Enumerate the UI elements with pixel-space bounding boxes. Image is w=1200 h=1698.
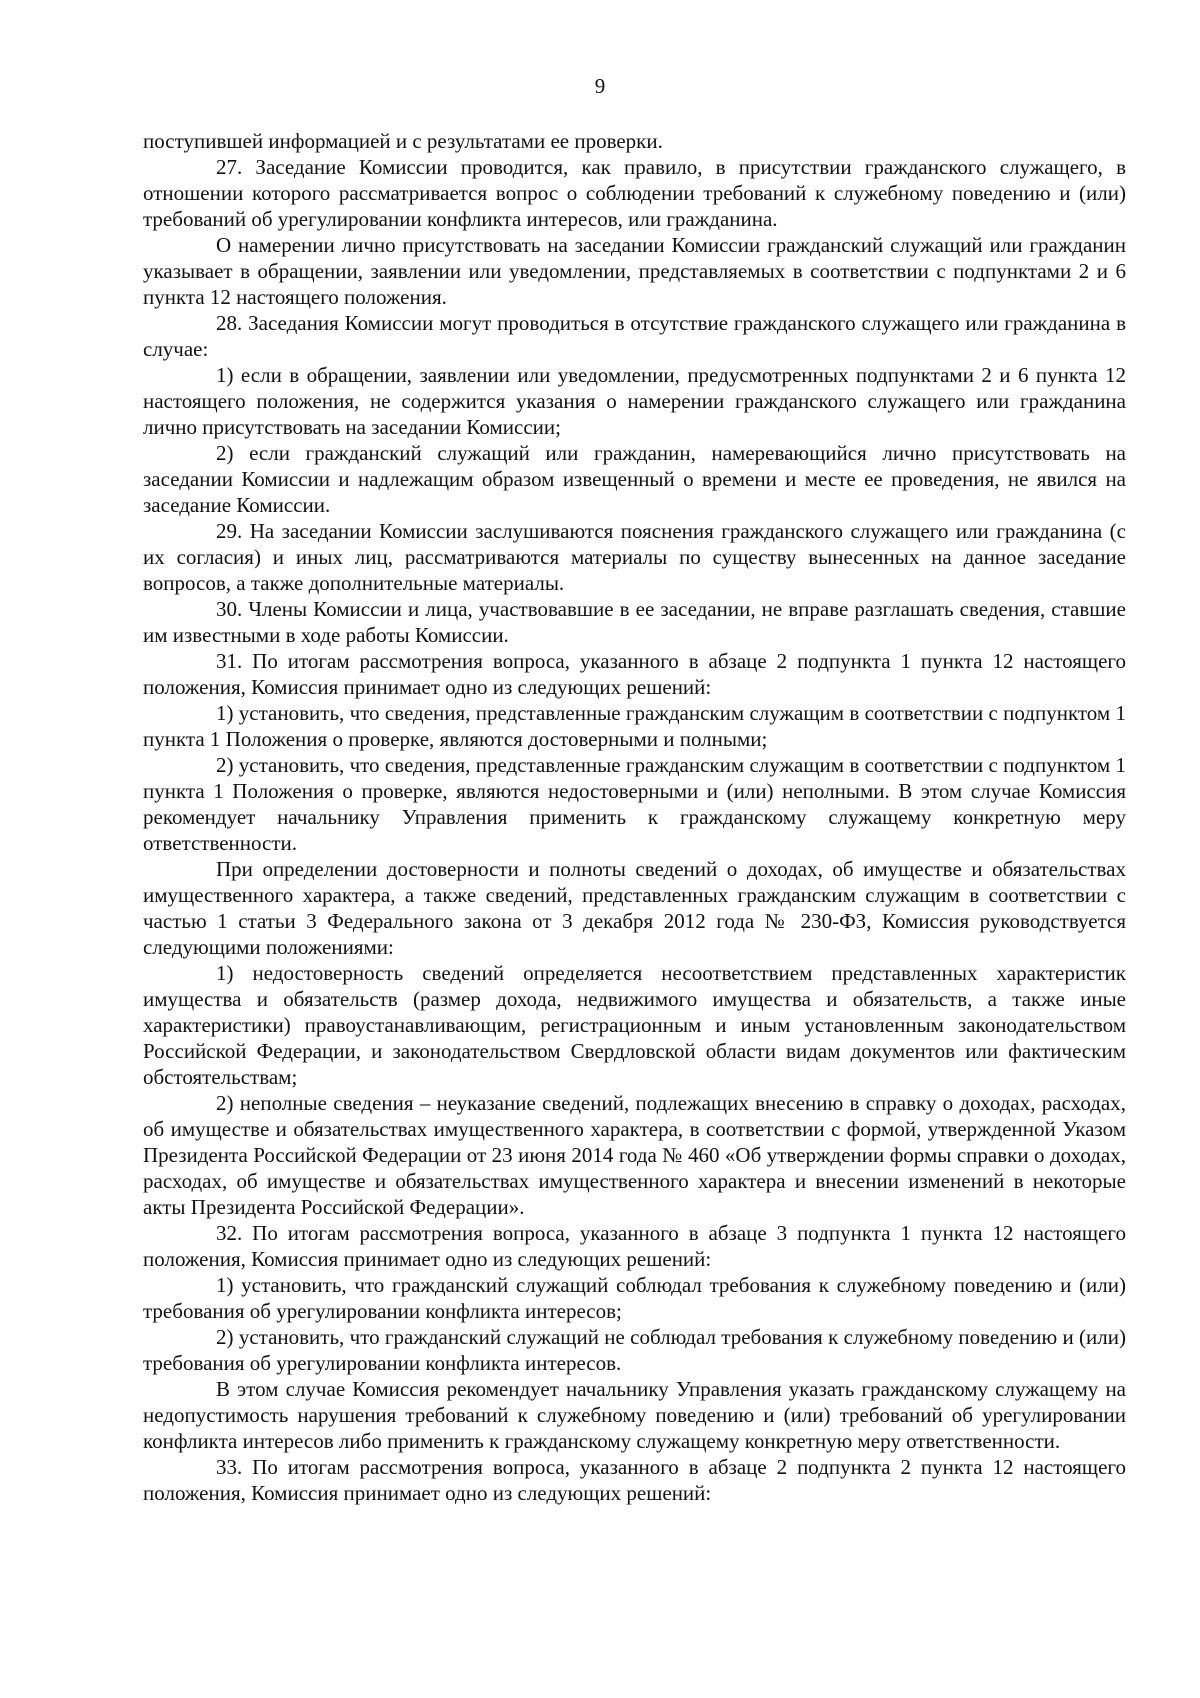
paragraph: 2) установить, что сведения, представленные гражданским служащим в соответствии с подпунктом 1 пункта 1 Положения о проверке, являются недостоверными и (или) неполными. В этом случае Комиссия рекомендует начальнику Управления применить к гражданскому служащему конкретную меру ответственности. [143, 753, 1126, 855]
document-body [143, 128, 1126, 1506]
paragraph: 2) если гражданский служащий или гражданин, намеревающийся лично присутствовать на заседании Комиссии и надлежащим образом извещенный о времени и месте ее проведения, не явился на заседание Комиссии. [143, 441, 1126, 517]
paragraph: 31. По итогам рассмотрения вопроса, указанного в абзаце 2 подпункта 1 пункта 12 настоящего положения, Комиссия принимает одно из следующих решений: [143, 649, 1126, 699]
paragraph: поступившей информацией и с результатами ее проверки. [143, 129, 663, 153]
paragraph: 1) установить, что сведения, представленные гражданским служащим в соответствии с подпунктом 1 пункта 1 Положения о проверке, являются достоверными и полными; [143, 701, 1126, 751]
paragraph: 1) установить, что гражданский служащий соблюдал требования к служебному поведению и (или) требования об урегулировании конфликта интересов; [143, 1273, 1126, 1323]
paragraph: О намерении лично присутствовать на заседании Комиссии гражданский служащий или гражданин указывает в обращении, заявлении или уведомлении, представляемых в соответствии с подпунктами 2 и 6 пункта 12 настоящего положения. [143, 233, 1126, 309]
paragraph: 1) недостоверность сведений определяется несоответствием представленных характеристик имущества и обязательств (размер дохода, недвижимого имущества и обязательств, а также иные характеристики) правоустанавливающим, регистрационным и иным установленным законодательством Российской Федерации, и законодательством Свердловской области видам документов или фактическим обстоятельствам; [143, 961, 1126, 1089]
paragraph: 33. По итогам рассмотрения вопроса, указанного в абзаце 2 подпункта 2 пункта 12 настоящего положения, Комиссия принимает одно из следующих решений: [143, 1455, 1126, 1505]
paragraph: 2) установить, что гражданский служащий не соблюдал требования к служебному поведению и (или) требования об урегулировании конфликта интересов. [143, 1325, 1126, 1375]
paragraph: 27. Заседание Комиссии проводится, как правило, в присутствии гражданского служащего, в отношении которого рассматривается вопрос о соблюдении требований к служебному поведению и (или) требований об урегулировании конфликта интересов, или гражданина. [143, 155, 1126, 231]
paragraph: 32. По итогам рассмотрения вопроса, указанного в абзаце 3 подпункта 1 пункта 12 настоящего положения, Комиссия принимает одно из следующих решений: [143, 1221, 1126, 1271]
paragraph: 28. Заседания Комиссии могут проводиться в отсутствие гражданского служащего или гражданина в случае: [143, 311, 1126, 361]
paragraph: 29. На заседании Комиссии заслушиваются пояснения гражданского служащего или гражданина (с их согласия) и иных лиц, рассматриваются материалы по существу вынесенных на данное заседание вопросов, а также дополнительные материалы. [143, 519, 1126, 595]
paragraph: 1) если в обращении, заявлении или уведомлении, предусмотренных подпунктами 2 и 6 пункта 12 настоящего положения, не содержится указания о намерении гражданского служащего или гражданина лично присутствовать на заседании Комиссии; [143, 363, 1126, 439]
paragraph: В этом случае Комиссия рекомендует начальнику Управления указать гражданскому служащему на недопустимость нарушения требований к служебному поведению и (или) требований об урегулировании конфликта интересов либо применить к гражданскому служащему конкретную меру ответственности. [143, 1377, 1126, 1453]
paragraph: 30. Члены Комиссии и лица, участвовавшие в ее заседании, не вправе разглашать сведения, ставшие им известными в ходе работы Комиссии. [143, 597, 1126, 647]
paragraph: 2) неполные сведения – неуказание сведений, подлежащих внесению в справку о доходах, расходах, об имуществе и обязательствах имущественного характера, в соответствии с формой, утвержденной Указом Президента Российской Федерации от 23 июня 2014 года № 460 «Об утверждении формы справки о доходах, расходах, об имуществе и обязательствах имущественного характера и внесении изменений в некоторые акты Президента Российской Федерации». [143, 1091, 1126, 1219]
page-number: 9 [594, 74, 606, 98]
paragraph: При определении достоверности и полноты сведений о доходах, об имуществе и обязательствах имущественного характера, а также сведений, представленных гражданским служащим в соответствии с частью 1 статьи 3 Федерального закона от 3 декабря 2012 года № 230-ФЗ, Комиссия руководствуется следующими положениями: [143, 857, 1126, 959]
